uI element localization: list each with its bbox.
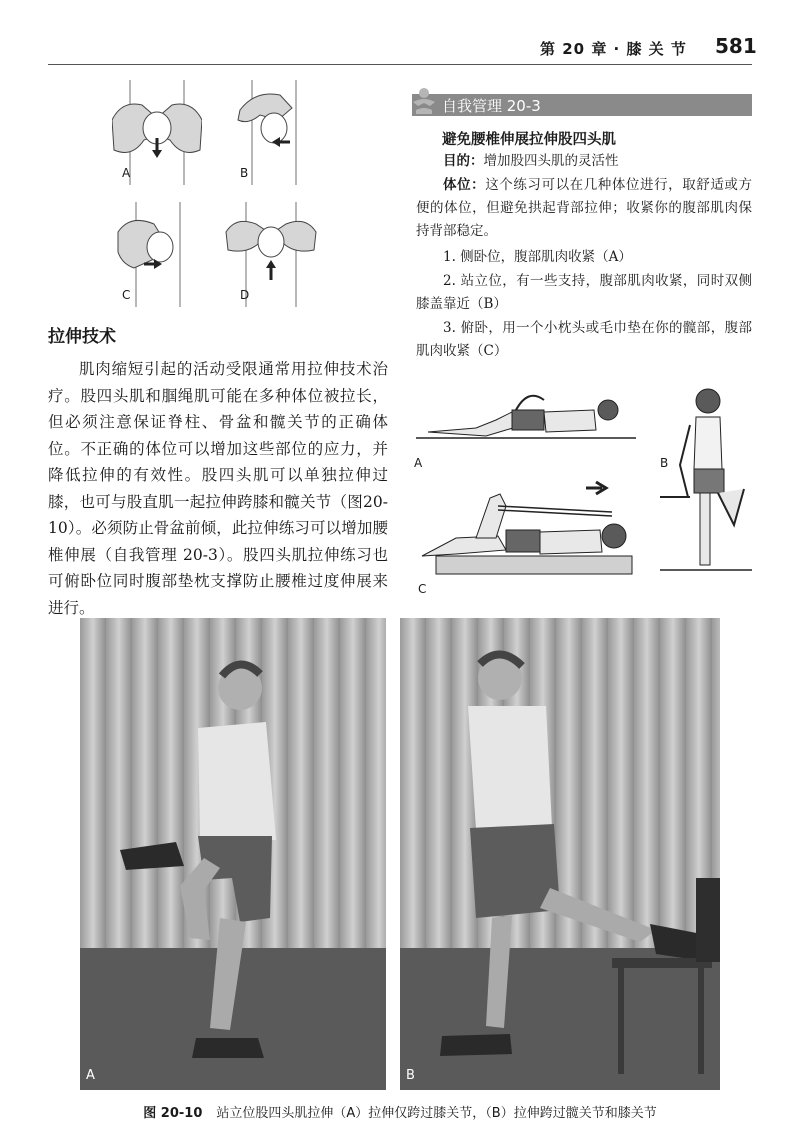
self-management-subtitle: 避免腰椎伸展拉伸股四头肌 bbox=[442, 132, 616, 148]
purpose-text: 增加股四头肌的灵活性 bbox=[483, 153, 619, 169]
self-management-title: 自我管理 20-3 bbox=[442, 97, 541, 115]
photo-a-image bbox=[80, 618, 386, 1090]
step-1: 1. 侧卧位，腹部肌肉收紧（A） bbox=[443, 249, 632, 265]
patella-tile-d-illustration bbox=[224, 202, 319, 307]
section-body-text: 肌肉缩短引起的活动受限通常用拉伸技术治疗。股四头肌和腘绳肌可能在多种体位被拉长，但必须注意保证脊柱、骨盆和髋关节的正确体位。不正确的体位可以增加这些部位的应力，并降低拉伸的有效性。股四头肌可以单独拉伸过膝，也可与股直肌一起拉伸跨膝和髋关节（图20-10）。必须防止骨盆前倾，此拉伸练习可以增加腰椎伸展（自我管理 20-3）。股四头肌拉伸练习也可俯卧位同时腹部垫枕支撑防止腰椎过度伸展来进行。 bbox=[48, 360, 388, 617]
exercise-label-b: B bbox=[660, 456, 669, 470]
figure-caption-text: 站立位股四头肌拉伸（A）拉伸仅跨过膝关节，（B）拉伸跨过髋关节和膝关节 bbox=[216, 1106, 657, 1121]
step-3: 3. 俯卧，用一个小枕头或毛巾垫在你的髋部，腹部肌肉收紧（C） bbox=[416, 320, 752, 359]
self-management-icon bbox=[410, 86, 438, 116]
exercise-illustration-side-lying bbox=[416, 380, 636, 450]
position-label: 体位： bbox=[443, 177, 486, 193]
photo-b-image bbox=[400, 618, 720, 1090]
exercise-illustration-standing bbox=[660, 385, 752, 575]
photo-label-a: A bbox=[86, 1068, 95, 1083]
figure-caption-label: 图 20-10 bbox=[143, 1106, 203, 1121]
running-header-chapter: 第 20 章 · 膝 关 节 bbox=[540, 40, 687, 58]
exercise-label-c: C bbox=[418, 582, 427, 596]
step-2: 2. 站立位，有一些支持，腹部肌肉收紧，同时双侧膝盖靠近（B） bbox=[416, 273, 752, 312]
position-text: 这个练习可以在几种体位进行，取舒适或方便的体位，但避免拱起背部拉伸；收紧你的腹部肌肉保持背部稳定。 bbox=[416, 177, 753, 239]
photo-standing-quad-stretch-knee bbox=[80, 618, 386, 1090]
header-rule bbox=[48, 64, 752, 65]
position-paragraph bbox=[416, 174, 752, 243]
patella-tile-label-a: A bbox=[122, 166, 131, 180]
purpose-label: 目的： bbox=[443, 153, 484, 169]
photo-label-b: B bbox=[406, 1068, 415, 1083]
photo-standing-quad-stretch-hip-knee bbox=[400, 618, 720, 1090]
patella-tile-label-d: D bbox=[240, 288, 250, 302]
patella-tile-label-c: C bbox=[122, 288, 131, 302]
patella-figure bbox=[112, 80, 312, 310]
purpose-line bbox=[416, 150, 752, 173]
exercise-label-a: A bbox=[414, 456, 423, 470]
exercise-illustration-prone-strap bbox=[416, 478, 636, 578]
patella-tile-label-b: B bbox=[240, 166, 249, 180]
figure-caption bbox=[0, 1102, 800, 1121]
page-number: 581 bbox=[715, 34, 757, 58]
section-heading: 拉伸技术 bbox=[48, 327, 116, 347]
